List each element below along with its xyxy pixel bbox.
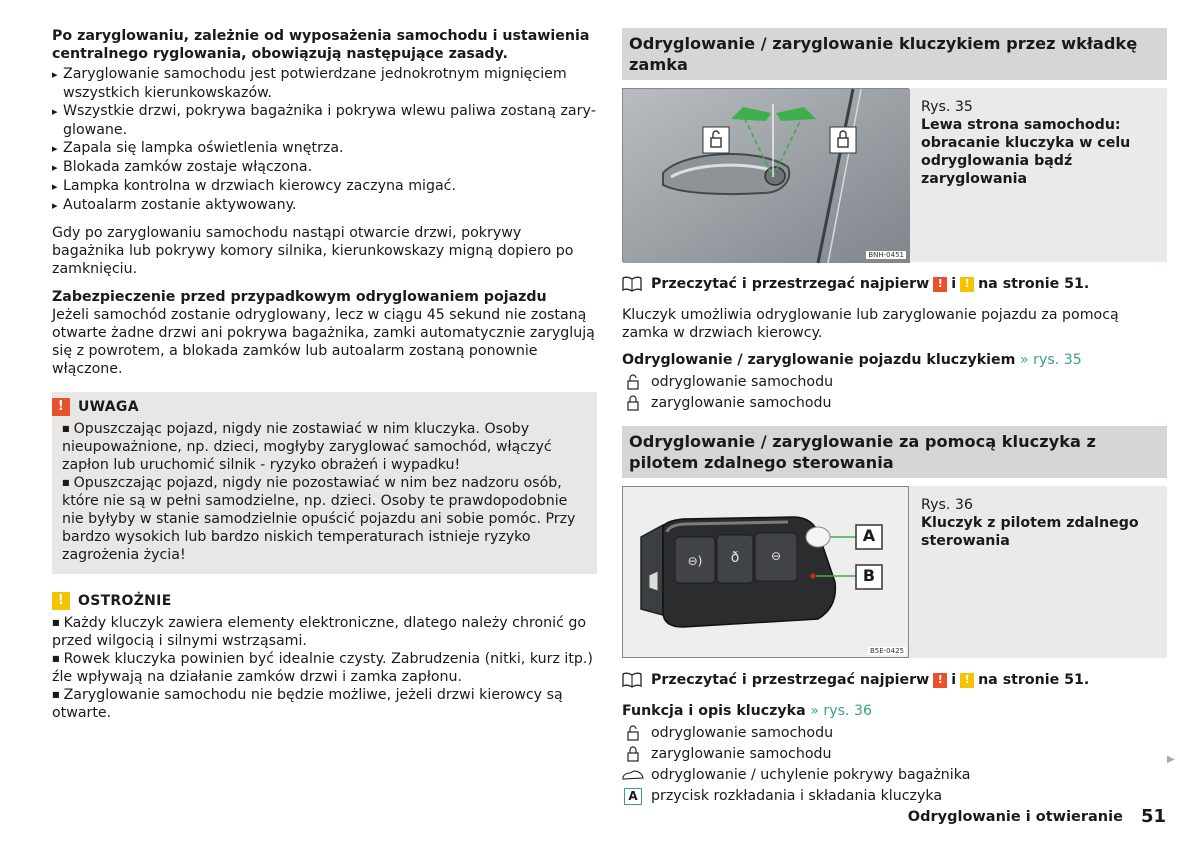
remote-key-illustration [622,486,909,658]
list-item: ▸ Zaryglowanie samochodu jest potwierdzane jednokrotnym mignięciem wszystkich kierunkowskazów. [52,65,597,102]
svg-text:ð: ð [730,550,740,566]
figure-ref-link[interactable]: » rys. 36 [810,703,873,719]
list-item: odryglowanie / uchylenie pokrywy bagażnika [622,766,1167,784]
right-column [622,28,1167,808]
lock-icon [622,746,644,762]
list-item: ▸ Autoalarm zostanie aktywowany. [52,196,597,215]
list-item: ▸ Wszystkie drzwi, pokrywa bagażnika i pokrywa wlewu paliwa zostaną zaryglowane. [52,102,597,139]
lock-icon [622,395,644,411]
list-item: odryglowanie samochodu [622,373,1167,391]
caution-icon: ! [52,592,70,610]
section-title-remote-key: Odryglowanie / zaryglowanie za pomocą kluczyka z pilotem zdalnego sterowania [622,426,1167,478]
page-link[interactable]: na stronie 51. [978,276,1090,292]
caution-ref-icon: ! [960,277,974,292]
caution-item: ■ Rowek kluczyka powinien być idealnie czysty. Zabrudzenia (nitki, kurz itp.) źle wpływają na działanie zamków drzwi i zamka zapłonu. [52,650,597,686]
warning-ref-icon: ! [933,673,947,688]
section-title-key-lock: Odryglowanie / zaryglowanie kluczykiem przez wkładkę zamka [622,28,1167,80]
figure-number: Rys. 36 [921,497,973,513]
figure-code: B5E-0425 [869,647,904,655]
list-item: ▸ Zapala się lampka oświetlenia wnętrza. [52,139,597,158]
figure-35 [622,88,1167,262]
label-b: B [862,566,876,585]
protect-title: Zabezpieczenie przed przypadkowym odryglowaniem pojazdu [52,289,547,305]
trunk-icon [622,769,644,781]
paragraph-key-lock: Kluczyk umożliwia odryglowanie lub zaryglowanie pojazdu za pomocą zamka w drzwiach kierowcy. [622,307,1119,341]
list-item: ▸ Lampka kontrolna w drzwiach kierowcy zaczyna migać. [52,177,597,196]
list-item: zaryglowanie samochodu [622,394,1167,412]
warning-header [52,398,583,416]
warning-title: UWAGA [78,399,139,415]
caution-box [52,592,597,722]
unlock-icon [622,374,644,390]
figure-code: BNH-0451 [868,251,904,259]
intro-text: Po zaryglowaniu, zależnie od wyposażenia samochodu i ustawienia centralnego ryglowania, obowiązują następujące zasady. [52,28,590,62]
figure-number: Rys. 35 [921,99,973,115]
footer-chapter-title: Odryglowanie i otwieranie [907,808,1123,825]
unlock-icon [622,725,644,741]
list-item: A przycisk rozkładania i składania kluczyka [622,787,1167,805]
button-a-marker: A [622,788,644,805]
caution-item: ■ Każdy kluczyk zawiera elementy elektroniczne, dlatego należy chronić go przed wilgocią i silnymi wstrząsami. [52,614,597,650]
figure-caption [909,486,1167,658]
warning-item: ■ Opuszczając pojazd, nigdy nie zostawiać w nim kluczyka. Osoby nieupoważnione, np. dzieci, mogłyby zaryglować samochód, włączyć zapłon lub uruchomić silnik - ryzyko obrażeń i wypadku! [52,420,583,474]
page-link[interactable]: na stronie 51. [978,672,1090,688]
protect-text: Jeżeli samochód zostanie odryglowany, lecz w ciągu 45 sekund nie zostaną otwarte żadne drzwi ani pokrywa bagażnika, zamki automatycznie zaryglują się z powrotem, a blokada zamków lub autoalarm zostaną ponownie włączone. [52,307,595,377]
list-item: ▸ Blokada zamków zostaje włączona. [52,158,597,177]
caution-header [52,592,597,610]
list-item: zaryglowanie samochodu [622,745,1167,763]
next-page-arrow-icon: ▶ [1167,754,1175,765]
svg-text:⊖): ⊖) [687,554,703,568]
caution-item: ■ Zaryglowanie samochodu nie będzie możliwe, jeżeli drzwi kierowcy są otwarte. [52,686,597,722]
svg-text:⊖: ⊖ [770,549,782,563]
page-number: 51 [1140,806,1166,827]
figure-caption [909,88,1167,262]
list-item: odryglowanie samochodu [622,724,1167,742]
book-icon [622,276,642,292]
warning-box [52,392,597,574]
paragraph-turn-signals: Gdy po zaryglowaniu samochodu nastąpi otwarcie drzwi, pokrywy bagażnika lub pokrywy komory silnika, kierunkowskazy migną dopiero po zamknięciu. [52,225,574,277]
figure-caption-text: Lewa strona samochodu: obracanie kluczyka w celu odryglowania bądź zaryglowania [921,117,1131,187]
warning-icon: ! [52,398,70,416]
figure-ref-link[interactable]: » rys. 35 [1019,352,1082,368]
door-handle-drawing [623,89,910,263]
caution-title: OSTROŻNIE [78,593,172,609]
caution-ref-icon: ! [960,673,974,688]
read-first-note: Przeczytać i przestrzegać najpierw ! i ! na stronie 51. [622,671,1167,689]
door-handle-illustration [622,88,909,262]
read-first-note: Przeczytać i przestrzegać najpierw ! i ! na stronie 51. [622,275,1167,293]
subheading-remote-key: Funkcja i opis kluczyka » rys. 36 [622,703,873,719]
figure-36 [622,486,1167,658]
book-icon [622,672,642,688]
figure-caption-text: Kluczyk z pilotem zdalnego sterowania [921,515,1139,549]
warning-ref-icon: ! [933,277,947,292]
lock-effects-list [52,65,597,215]
left-column [52,27,597,722]
page-footer [908,806,1166,827]
label-a: A [862,526,876,545]
warning-item: ■ Opuszczając pojazd, nigdy nie pozostawiać w nim bez nadzoru osób, które nie są w pełni samodzielne, np. dzieci. Osoby te prawdopodobnie nie byłyby w stanie samodzielnie opuścić pojazdu ani sobie pomóc. Przy bardzo wysokich lub bardzo niskich temperaturach istnieje ryzyko zagrożenia życia! [52,474,583,564]
subheading-key-lock: Odryglowanie / zaryglowanie pojazdu kluczykiem » rys. 35 [622,352,1082,368]
